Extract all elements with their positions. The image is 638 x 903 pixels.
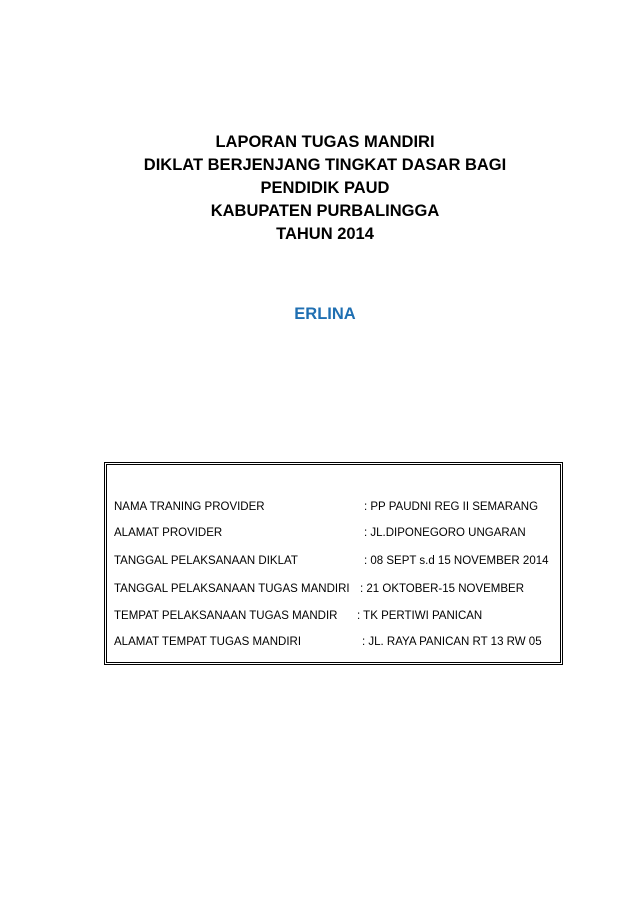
info-box <box>104 462 563 665</box>
title-line-4: KABUPATEN PURBALINGGA <box>210 202 440 220</box>
title-line-2: DIKLAT BERJENJANG TINGKAT DASAR BAGI <box>143 156 507 174</box>
info-value: : JL. RAYA PANICAN RT 13 RW 05 <box>362 636 542 648</box>
info-label: TANGGAL PELAKSANAAN DIKLAT <box>114 555 298 567</box>
title-line-3: PENDIDIK PAUD <box>260 179 390 197</box>
info-label: ALAMAT PROVIDER <box>114 527 223 539</box>
info-label: NAMA TRANING PROVIDER <box>114 501 265 513</box>
info-value: : 21 OKTOBER-15 NOVEMBER <box>360 583 525 595</box>
info-label: TEMPAT PELAKSANAAN TUGAS MANDIR <box>114 610 338 622</box>
author-name: ERLINA <box>294 305 356 323</box>
report-title <box>0 131 638 246</box>
info-value: : JL.DIPONEGORO UNGARAN <box>364 527 526 539</box>
title-line-1: LAPORAN TUGAS MANDIRI <box>215 133 435 151</box>
info-label: TANGGAL PELAKSANAAN TUGAS MANDIRI <box>114 583 350 595</box>
info-value: : TK PERTIWI PANICAN <box>357 610 483 622</box>
title-line-5: TAHUN 2014 <box>276 225 374 243</box>
info-value: : PP PAUDNI REG II SEMARANG <box>364 501 539 513</box>
info-label: ALAMAT TEMPAT TUGAS MANDIRI <box>114 636 302 648</box>
info-value: : 08 SEPT s.d 15 NOVEMBER 2014 <box>364 555 549 567</box>
